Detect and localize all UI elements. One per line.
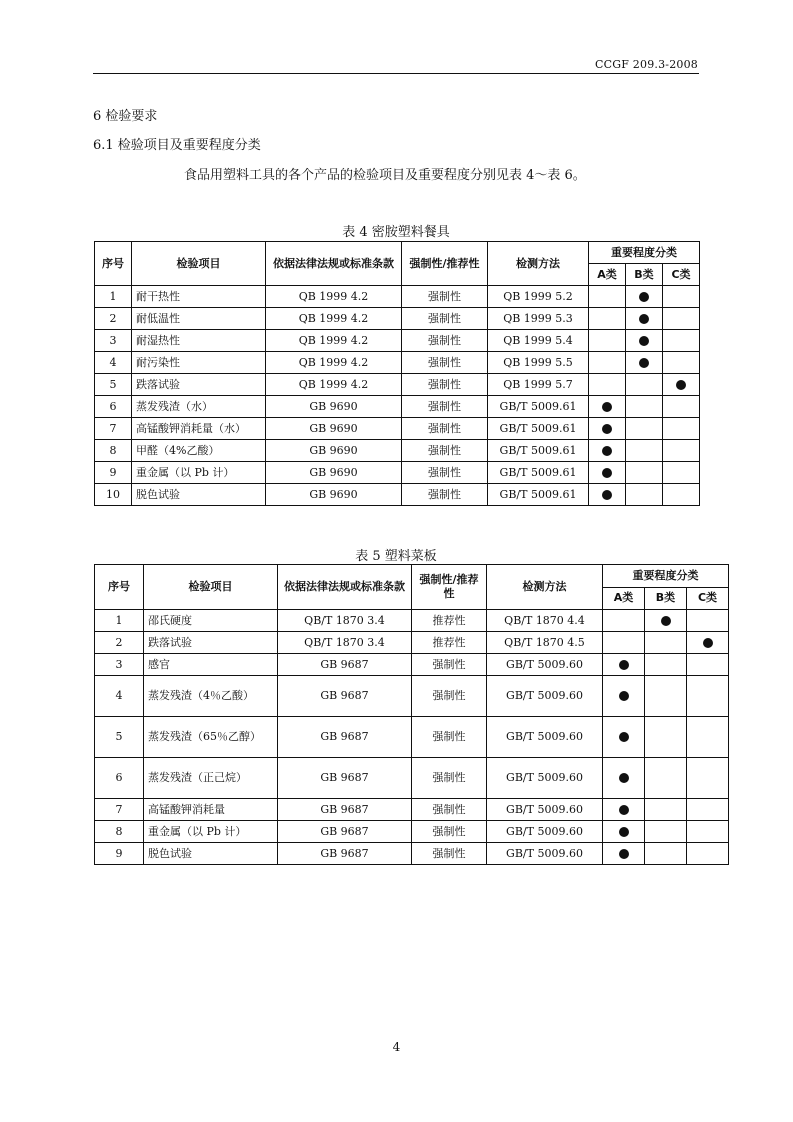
class-c-cell	[687, 610, 729, 632]
row-item: 脱色试验	[144, 843, 278, 865]
row-method: GB/T 5009.61	[488, 484, 589, 506]
row-basis: GB 9687	[278, 676, 412, 717]
class-a-cell	[603, 654, 645, 676]
row-mandatory: 强制性	[412, 821, 487, 843]
class-b-cell	[626, 462, 663, 484]
table-row	[95, 676, 729, 717]
row-number: 1	[95, 610, 144, 632]
row-method: QB/T 1870 4.4	[487, 610, 603, 632]
table-row	[95, 396, 700, 418]
class-c-cell	[687, 758, 729, 799]
class-a-cell	[589, 396, 626, 418]
class-a-cell	[603, 799, 645, 821]
class-c-cell	[663, 440, 700, 462]
row-number: 9	[95, 843, 144, 865]
filled-circle-icon	[619, 732, 629, 742]
class-c-cell	[687, 632, 729, 654]
header-item: 检验项目	[132, 242, 266, 286]
table-row	[95, 654, 729, 676]
subsection-title: 6.1 检验项目及重要程度分类	[93, 138, 261, 153]
row-item: 重金属（以 Pb 计）	[132, 462, 266, 484]
row-method: GB/T 5009.60	[487, 717, 603, 758]
row-number: 3	[95, 654, 144, 676]
class-a-cell	[589, 484, 626, 506]
row-number: 2	[95, 308, 132, 330]
class-b-cell	[626, 286, 663, 308]
class-b-cell	[626, 396, 663, 418]
class-c-cell	[687, 717, 729, 758]
header-rule	[93, 73, 699, 74]
table-row	[95, 286, 700, 308]
row-mandatory: 强制性	[402, 418, 488, 440]
table-row	[95, 632, 729, 654]
row-item: 耐低温性	[132, 308, 266, 330]
table-row	[95, 821, 729, 843]
class-b-cell	[626, 440, 663, 462]
filled-circle-icon	[619, 660, 629, 670]
row-number: 6	[95, 758, 144, 799]
row-number: 10	[95, 484, 132, 506]
row-basis: QB 1999 4.2	[266, 286, 402, 308]
class-a-cell	[589, 418, 626, 440]
row-mandatory: 强制性	[402, 330, 488, 352]
row-mandatory: 强制性	[402, 374, 488, 396]
class-b-cell	[645, 821, 687, 843]
row-item: 邵氏硬度	[144, 610, 278, 632]
class-b-cell	[626, 352, 663, 374]
row-method: GB/T 5009.60	[487, 821, 603, 843]
row-basis: GB 9687	[278, 843, 412, 865]
class-a-cell	[603, 821, 645, 843]
class-c-cell	[687, 799, 729, 821]
row-basis: GB 9687	[278, 799, 412, 821]
header-importance: 重要程度分类	[603, 565, 729, 588]
table4-body	[95, 286, 700, 506]
class-c-cell	[687, 654, 729, 676]
table-row	[95, 758, 729, 799]
class-c-cell	[687, 821, 729, 843]
filled-circle-icon	[676, 380, 686, 390]
filled-circle-icon	[639, 292, 649, 302]
row-basis: QB 1999 4.2	[266, 374, 402, 396]
filled-circle-icon	[661, 616, 671, 626]
row-item: 重金属（以 Pb 计）	[144, 821, 278, 843]
header-no: 序号	[95, 242, 132, 286]
table-row	[95, 330, 700, 352]
row-mandatory: 强制性	[402, 462, 488, 484]
row-method: GB/T 5009.60	[487, 843, 603, 865]
row-basis: GB 9690	[266, 418, 402, 440]
class-a-cell	[603, 610, 645, 632]
class-a-cell	[603, 632, 645, 654]
filled-circle-icon	[619, 805, 629, 815]
page-number: 4	[392, 1040, 401, 1054]
header-class-c: C类	[687, 587, 729, 610]
row-basis: GB 9687	[278, 821, 412, 843]
class-c-cell	[663, 484, 700, 506]
row-basis: GB 9690	[266, 484, 402, 506]
row-item: 脱色试验	[132, 484, 266, 506]
header-class-c: C类	[663, 264, 700, 286]
header-class-b: B类	[645, 587, 687, 610]
table-row	[95, 610, 729, 632]
class-b-cell	[645, 632, 687, 654]
table-row	[95, 418, 700, 440]
class-b-cell	[645, 654, 687, 676]
table5-body	[95, 610, 729, 865]
filled-circle-icon	[619, 691, 629, 701]
row-method: GB/T 5009.60	[487, 758, 603, 799]
class-c-cell	[663, 330, 700, 352]
row-mandatory: 强制性	[402, 286, 488, 308]
row-number: 8	[95, 821, 144, 843]
row-number: 7	[95, 799, 144, 821]
class-c-cell	[687, 676, 729, 717]
class-a-cell	[589, 374, 626, 396]
row-mandatory: 强制性	[412, 654, 487, 676]
row-method: QB 1999 5.4	[488, 330, 589, 352]
row-mandatory: 强制性	[402, 396, 488, 418]
class-b-cell	[645, 758, 687, 799]
class-b-cell	[626, 418, 663, 440]
row-mandatory: 推荐性	[412, 632, 487, 654]
row-mandatory: 推荐性	[412, 610, 487, 632]
row-basis: GB 9690	[266, 396, 402, 418]
table4	[94, 241, 700, 506]
table-row	[95, 843, 729, 865]
class-c-cell	[663, 418, 700, 440]
class-c-cell	[687, 843, 729, 865]
row-basis: QB 1999 4.2	[266, 352, 402, 374]
row-method: GB/T 5009.60	[487, 654, 603, 676]
row-mandatory: 强制性	[402, 484, 488, 506]
row-basis: QB 1999 4.2	[266, 308, 402, 330]
filled-circle-icon	[619, 773, 629, 783]
row-mandatory: 强制性	[412, 799, 487, 821]
header-method: 检测方法	[487, 565, 603, 610]
table-row	[95, 462, 700, 484]
row-item: 跌落试验	[132, 374, 266, 396]
table-row	[95, 352, 700, 374]
row-item: 高锰酸钾消耗量	[144, 799, 278, 821]
row-item: 跌落试验	[144, 632, 278, 654]
row-basis: GB 9687	[278, 654, 412, 676]
class-c-cell	[663, 286, 700, 308]
row-mandatory: 强制性	[402, 352, 488, 374]
table5-caption: 表 5 塑料菜板	[355, 549, 437, 564]
class-a-cell	[603, 717, 645, 758]
class-a-cell	[589, 352, 626, 374]
row-basis: QB/T 1870 3.4	[278, 632, 412, 654]
filled-circle-icon	[602, 490, 612, 500]
table-row	[95, 308, 700, 330]
row-basis: GB 9687	[278, 717, 412, 758]
filled-circle-icon	[639, 336, 649, 346]
row-item: 蒸发残渣（正己烷）	[144, 758, 278, 799]
class-a-cell	[589, 330, 626, 352]
row-item: 高锰酸钾消耗量（水）	[132, 418, 266, 440]
row-number: 2	[95, 632, 144, 654]
row-number: 5	[95, 717, 144, 758]
row-mandatory: 强制性	[402, 440, 488, 462]
class-c-cell	[663, 462, 700, 484]
row-method: GB/T 5009.61	[488, 396, 589, 418]
row-number: 6	[95, 396, 132, 418]
row-basis: QB 1999 4.2	[266, 330, 402, 352]
filled-circle-icon	[703, 638, 713, 648]
table5	[94, 564, 729, 865]
filled-circle-icon	[619, 827, 629, 837]
row-item: 耐干热性	[132, 286, 266, 308]
class-b-cell	[626, 330, 663, 352]
row-basis: GB 9687	[278, 758, 412, 799]
section-title: 6 检验要求	[93, 109, 158, 124]
class-a-cell	[589, 462, 626, 484]
row-mandatory: 强制性	[412, 758, 487, 799]
class-a-cell	[589, 286, 626, 308]
table-row	[95, 717, 729, 758]
row-number: 4	[95, 352, 132, 374]
intro-paragraph: 食品用塑料工具的各个产品的检验项目及重要程度分别见表 4～表 6。	[184, 168, 586, 183]
class-c-cell	[663, 396, 700, 418]
class-b-cell	[626, 484, 663, 506]
row-method: GB/T 5009.60	[487, 676, 603, 717]
class-c-cell	[663, 308, 700, 330]
class-a-cell	[603, 676, 645, 717]
row-item: 甲醛（4%乙酸）	[132, 440, 266, 462]
row-item: 耐污染性	[132, 352, 266, 374]
filled-circle-icon	[619, 849, 629, 859]
class-a-cell	[589, 308, 626, 330]
row-mandatory: 强制性	[412, 843, 487, 865]
class-b-cell	[645, 676, 687, 717]
row-method: GB/T 5009.60	[487, 799, 603, 821]
row-number: 8	[95, 440, 132, 462]
row-basis: GB 9690	[266, 440, 402, 462]
header-class-a: A类	[603, 587, 645, 610]
row-item: 感官	[144, 654, 278, 676]
class-a-cell	[603, 843, 645, 865]
row-number: 1	[95, 286, 132, 308]
class-b-cell	[645, 610, 687, 632]
row-item: 耐湿热性	[132, 330, 266, 352]
row-method: QB/T 1870 4.5	[487, 632, 603, 654]
class-a-cell	[603, 758, 645, 799]
filled-circle-icon	[602, 402, 612, 412]
row-mandatory: 强制性	[412, 717, 487, 758]
header-mandatory: 强制性/推荐性	[402, 242, 488, 286]
filled-circle-icon	[602, 424, 612, 434]
header-method: 检测方法	[488, 242, 589, 286]
row-item: 蒸发残渣（65％乙醇）	[144, 717, 278, 758]
document-code: CCGF 209.3-2008	[595, 58, 698, 71]
header-basis: 依据法律法规或标准条款	[278, 565, 412, 610]
row-method: QB 1999 5.7	[488, 374, 589, 396]
header-item: 检验项目	[144, 565, 278, 610]
row-number: 3	[95, 330, 132, 352]
row-basis: QB/T 1870 3.4	[278, 610, 412, 632]
row-number: 5	[95, 374, 132, 396]
header-mandatory: 强制性/推荐性	[412, 565, 487, 610]
row-number: 7	[95, 418, 132, 440]
class-b-cell	[645, 799, 687, 821]
header-importance: 重要程度分类	[589, 242, 700, 264]
header-no: 序号	[95, 565, 144, 610]
row-method: QB 1999 5.2	[488, 286, 589, 308]
class-b-cell	[626, 374, 663, 396]
class-b-cell	[645, 843, 687, 865]
class-a-cell	[589, 440, 626, 462]
row-number: 9	[95, 462, 132, 484]
class-c-cell	[663, 374, 700, 396]
table-row	[95, 374, 700, 396]
table-row	[95, 440, 700, 462]
filled-circle-icon	[639, 314, 649, 324]
table4-caption: 表 4 密胺塑料餐具	[342, 225, 450, 240]
header-basis: 依据法律法规或标准条款	[266, 242, 402, 286]
row-item: 蒸发残渣（4％乙酸）	[144, 676, 278, 717]
filled-circle-icon	[602, 446, 612, 456]
header-class-b: B类	[626, 264, 663, 286]
row-mandatory: 强制性	[412, 676, 487, 717]
class-b-cell	[645, 717, 687, 758]
filled-circle-icon	[602, 468, 612, 478]
row-method: QB 1999 5.3	[488, 308, 589, 330]
class-b-cell	[626, 308, 663, 330]
table-row	[95, 484, 700, 506]
row-mandatory: 强制性	[402, 308, 488, 330]
row-method: QB 1999 5.5	[488, 352, 589, 374]
row-basis: GB 9690	[266, 462, 402, 484]
class-c-cell	[663, 352, 700, 374]
row-method: GB/T 5009.61	[488, 418, 589, 440]
row-number: 4	[95, 676, 144, 717]
table-row	[95, 799, 729, 821]
row-method: GB/T 5009.61	[488, 462, 589, 484]
header-class-a: A类	[589, 264, 626, 286]
row-item: 蒸发残渣（水）	[132, 396, 266, 418]
filled-circle-icon	[639, 358, 649, 368]
row-method: GB/T 5009.61	[488, 440, 589, 462]
